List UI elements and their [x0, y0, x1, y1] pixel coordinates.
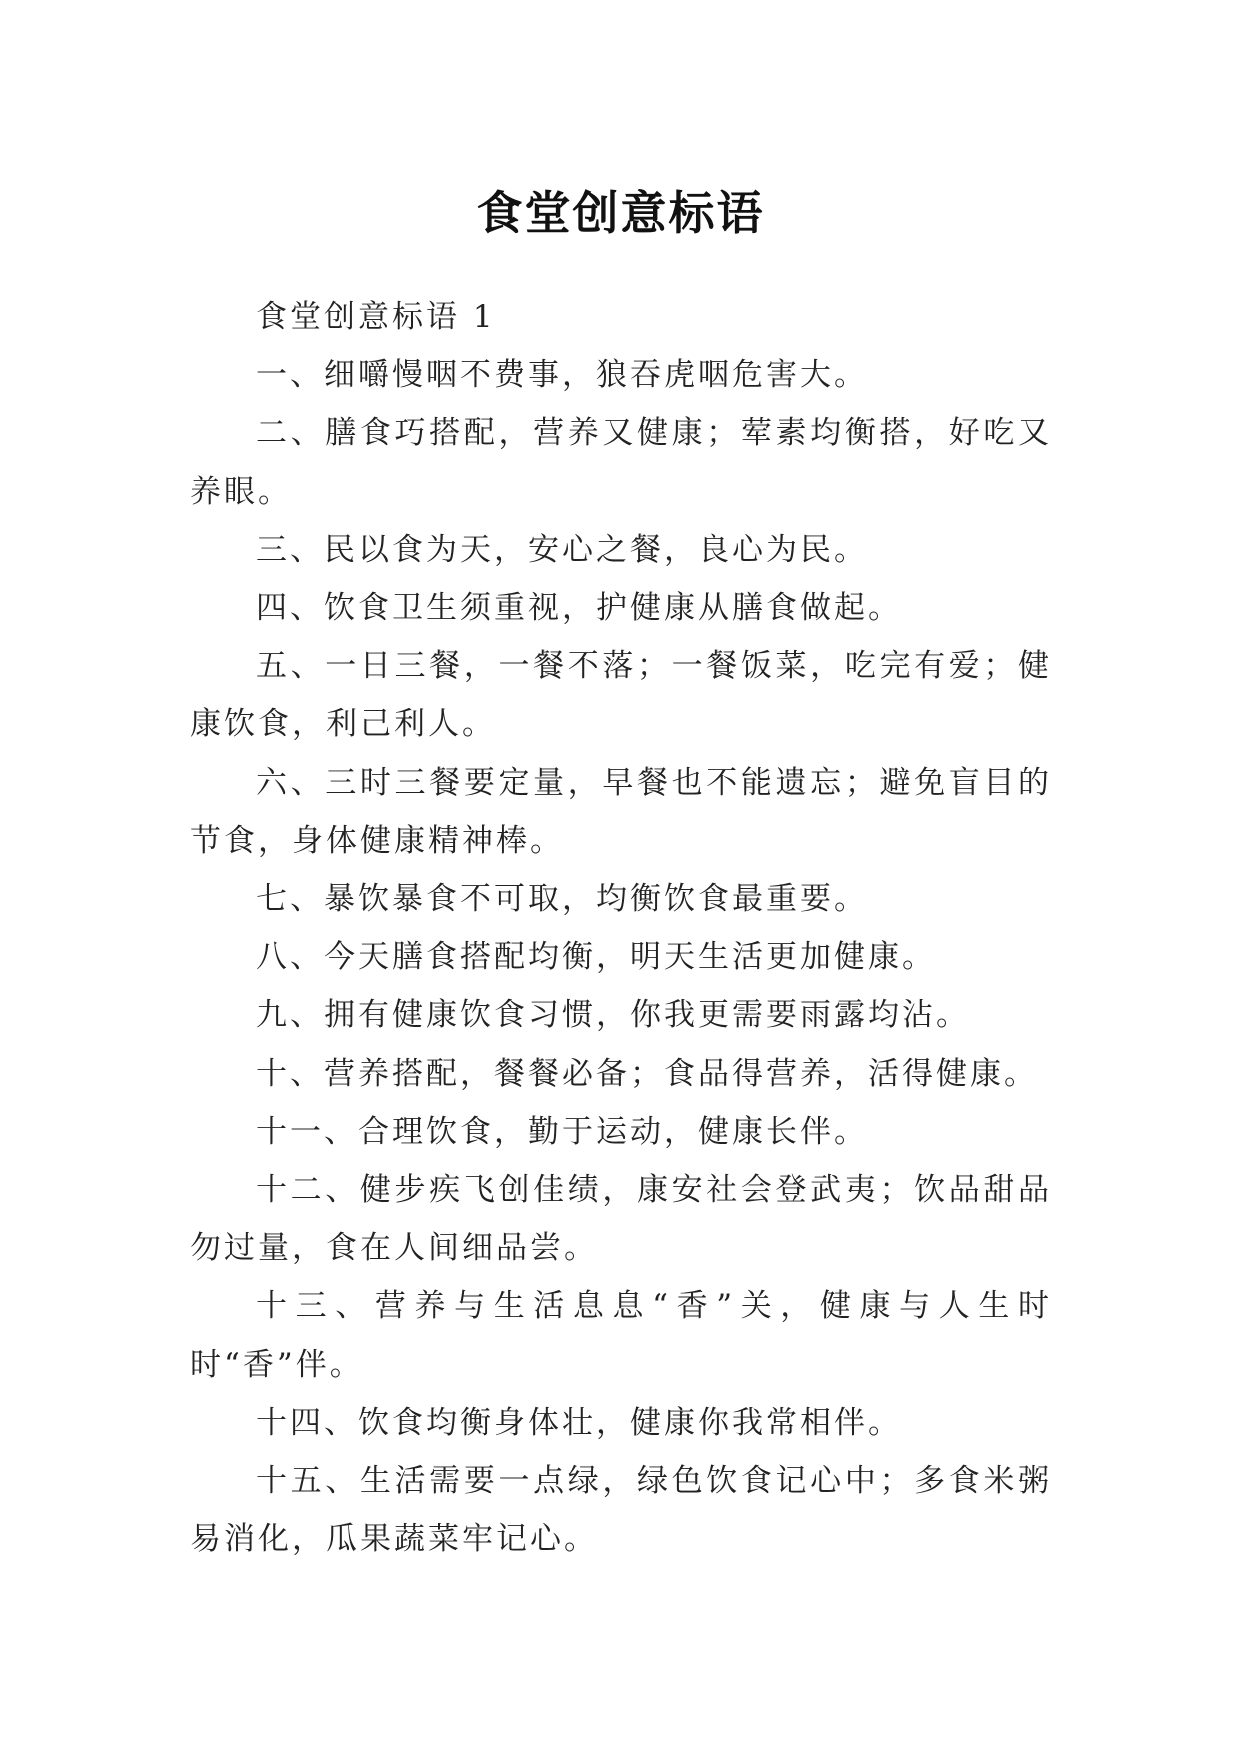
slogan-4: 四、饮食卫生须重视，护健康从膳食做起。: [256, 590, 902, 627]
slogan-14: 十四、饮食均衡身体壮，健康你我常相伴。: [256, 1404, 902, 1441]
slogan-8: 八、今天膳食搭配均衡，明天生活更加健康。: [256, 939, 936, 976]
slogan-13: 十三、营养与生活息息“香”关，健康与人生时时“香”伴。: [190, 1288, 1052, 1383]
slogan-3: 三、民以食为天，安心之餐，良心为民。: [256, 531, 868, 568]
slogan-12: 十二、健步疾飞创佳绩，康安社会登武夷；饮品甜品勿过量，食在人间细品尝。: [190, 1172, 1052, 1267]
document-body: [190, 288, 1052, 1568]
slogan-2: 二、膳食巧搭配，营养又健康；荤素均衡搭，好吃又养眼。: [190, 415, 1052, 510]
document-title: 食堂创意标语: [476, 185, 765, 240]
slogan-7: 七、暴饮暴食不可取，均衡饮食最重要。: [256, 881, 868, 918]
slogan-11: 十一、合理饮食，勤于运动，健康长伴。: [256, 1113, 868, 1150]
slogan-6: 六、三时三餐要定量，早餐也不能遗忘；避免盲目的节食，身体健康精神棒。: [190, 764, 1052, 859]
slogan-9: 九、拥有健康饮食习惯，你我更需要雨露均沾。: [256, 997, 970, 1034]
paragraph-heading: 食堂创意标语 1: [256, 299, 496, 335]
slogan-15: 十五、生活需要一点绿，绿色饮食记心中；多食米粥易消化，瓜果蔬菜牢记心。: [190, 1463, 1052, 1558]
slogan-1: 一、细嚼慢咽不费事，狼吞虎咽危害大。: [256, 357, 868, 394]
slogan-5: 五、一日三餐，一餐不落；一餐饭菜，吃完有爱；健康饮食，利己利人。: [190, 648, 1052, 743]
slogan-10: 十、营养搭配，餐餐必备；食品得营养，活得健康。: [256, 1055, 1038, 1092]
